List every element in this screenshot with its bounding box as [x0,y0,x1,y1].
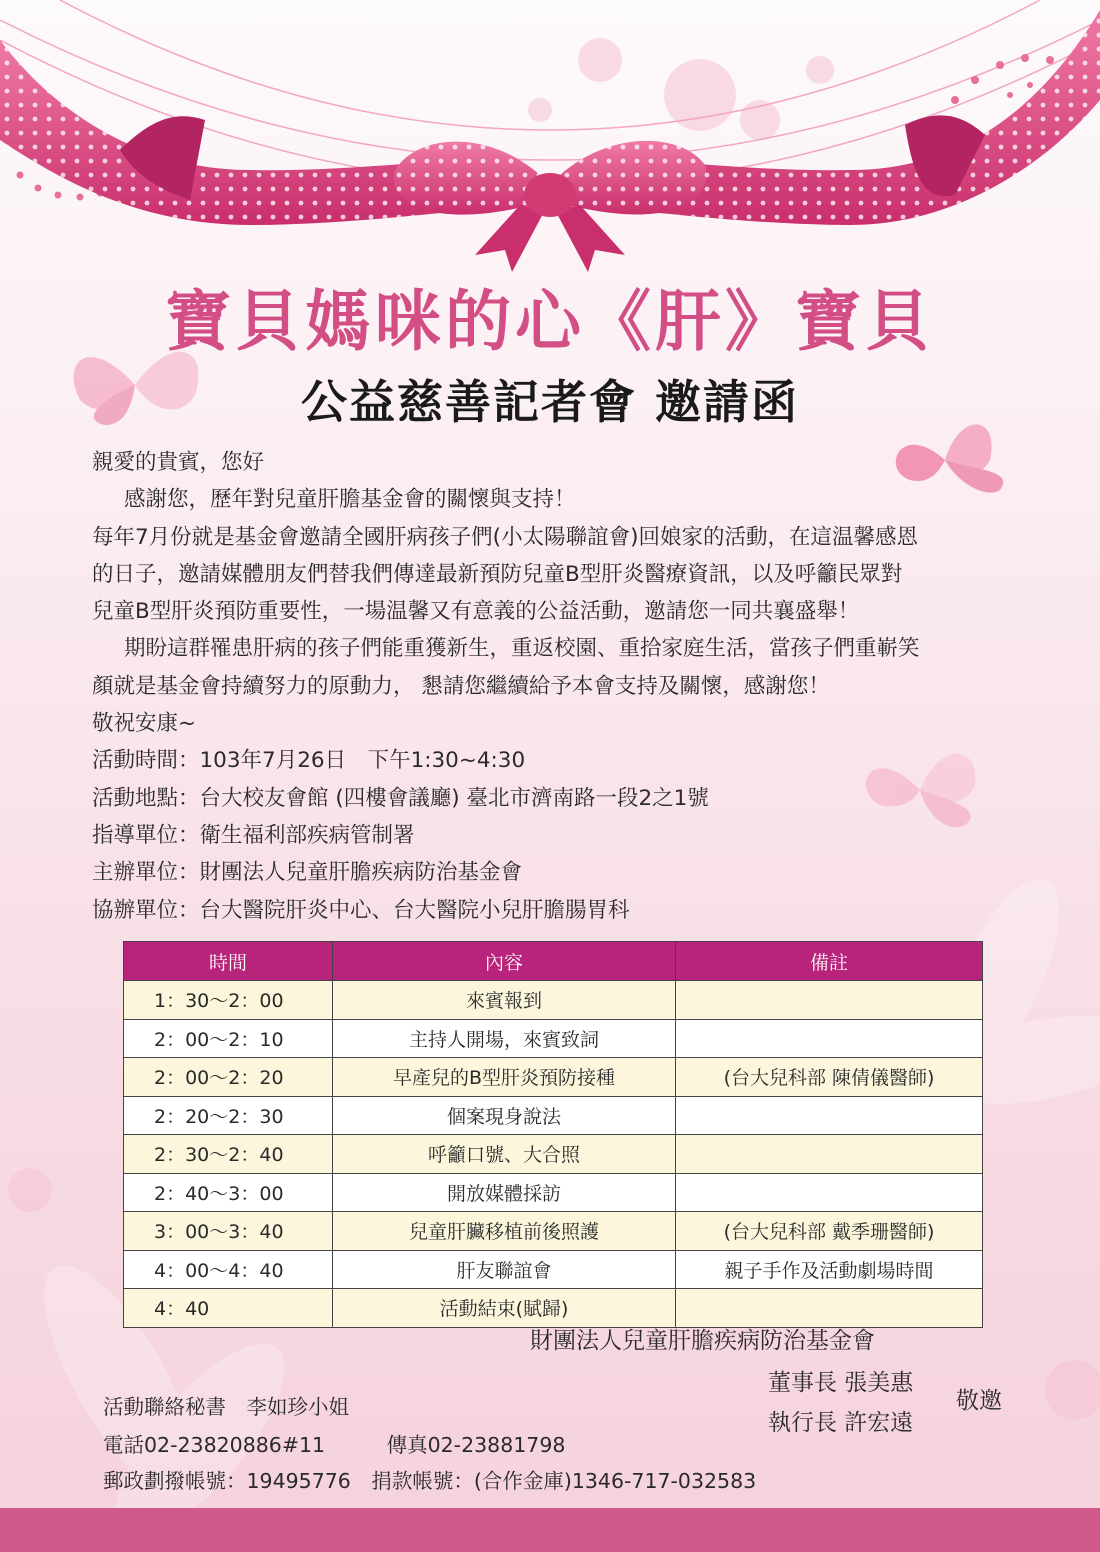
row-note [676,1096,983,1135]
letter-line: 每年7月份就是基金會邀請全國肝病孩子們(小太陽聯誼會)回娘家的活動，在這温馨感恩 [92,524,918,550]
row-note: (台大兒科部 陳倩儀醫師) [676,1058,983,1097]
table-row [124,1173,983,1212]
row-time: 3：00～3：40 [124,1212,333,1251]
event-host: 主辦單位：財團法人兒童肝膽疾病防治基金會 [92,860,523,886]
header-note: 備註 [676,942,983,981]
letter-line: 感謝您，歷年對兒童肝膽基金會的關懷與支持！ [124,487,576,513]
letter-line: 期盼這群罹患肝病的孩子們能重獲新生，重返校園、重拾家庭生活，當孩子們重嶄笑 [124,636,920,662]
row-note: (台大兒科部 戴季珊醫師) [676,1212,983,1251]
row-content: 個案現身說法 [333,1096,676,1135]
event-co-host: 協辦單位：台大醫院肝炎中心、台大醫院小兒肝膽腸胃科 [92,897,630,923]
table-row [124,1135,983,1174]
event-guide: 指導單位：衛生福利部疾病管制署 [92,822,415,848]
row-note [676,981,983,1020]
row-content: 兒童肝臟移植前後照護 [333,1212,676,1251]
schedule-table [123,941,983,1328]
row-note: 親子手作及活動劇場時間 [676,1250,983,1289]
letter-line: 兒童B型肝炎預防重要性，一場温馨又有意義的公益活動，邀請您一同共襄盛舉！ [92,599,860,625]
table-row [124,1096,983,1135]
bottom-bar [0,1508,1100,1552]
row-content: 主持人開場，來賓致詞 [333,1019,676,1058]
table-row [124,1058,983,1097]
signature-chair: 董事長 張美惠 [768,1370,914,1396]
table-row [124,1212,983,1251]
header-time: 時間 [124,942,333,981]
page-title: 寶貝媽咪的心《肝》寶貝 [165,282,935,360]
row-content: 早產兒的B型肝炎預防接種 [333,1058,676,1097]
row-time: 4：40 [124,1289,333,1328]
signature-respect: 敬邀 [956,1388,1002,1414]
event-time: 活動時間：103年7月26日 下午1:30~4:30 [92,748,526,774]
row-note [676,1019,983,1058]
row-note [676,1135,983,1174]
letter-body [92,444,1022,929]
row-time: 2：00～2：20 [124,1058,333,1097]
contact-accounts: 郵政劃撥帳號：19495776 捐款帳號：(合作金庫)1346-717-032583 [103,1469,757,1493]
contact-phone-fax: 電話02-23820886#11 傳真02-23881798 [103,1433,566,1457]
row-content: 來賓報到 [333,981,676,1020]
row-time: 2：00～2：10 [124,1019,333,1058]
page-subtitle: 公益慈善記者會 邀請函 [300,375,799,429]
signature-org: 財團法人兒童肝膽疾病防治基金會 [530,1328,875,1354]
table-row [124,1019,983,1058]
row-content: 活動結束(賦歸) [333,1289,676,1328]
greeting: 親愛的貴賓，您好 [92,450,265,475]
table-header-row [124,942,983,981]
signature-ceo: 執行長 許宏遠 [768,1410,914,1436]
row-time: 2：20～2：30 [124,1096,333,1135]
contact-secretary: 活動聯絡秘書 李如珍小姐 [103,1395,349,1419]
row-time: 1：30～2：00 [124,981,333,1020]
letter-line: 的日子，邀請媒體朋友們替我們傳達最新預防兒童B型肝炎醫療資訊，以及呼籲民眾對 [92,561,903,587]
row-content: 呼籲口號、大合照 [333,1135,676,1174]
row-time: 4：00～4：40 [124,1250,333,1289]
event-place: 活動地點：台大校友會館 (四樓會議廳) 臺北市濟南路一段2之1號 [92,785,709,811]
row-note [676,1173,983,1212]
row-content: 開放媒體採訪 [333,1173,676,1212]
table-row [124,1250,983,1289]
closing: 敬祝安康~ [92,711,197,737]
row-time: 2：30～2：40 [124,1135,333,1174]
row-time: 2：40～3：00 [124,1173,333,1212]
row-content: 肝友聯誼會 [333,1250,676,1289]
letter-line: 顏就是基金會持續努力的原動力， 懇請您繼續給予本會支持及關懷，感謝您！ [92,673,830,699]
header-content: 內容 [333,942,676,981]
table-row [124,981,983,1020]
